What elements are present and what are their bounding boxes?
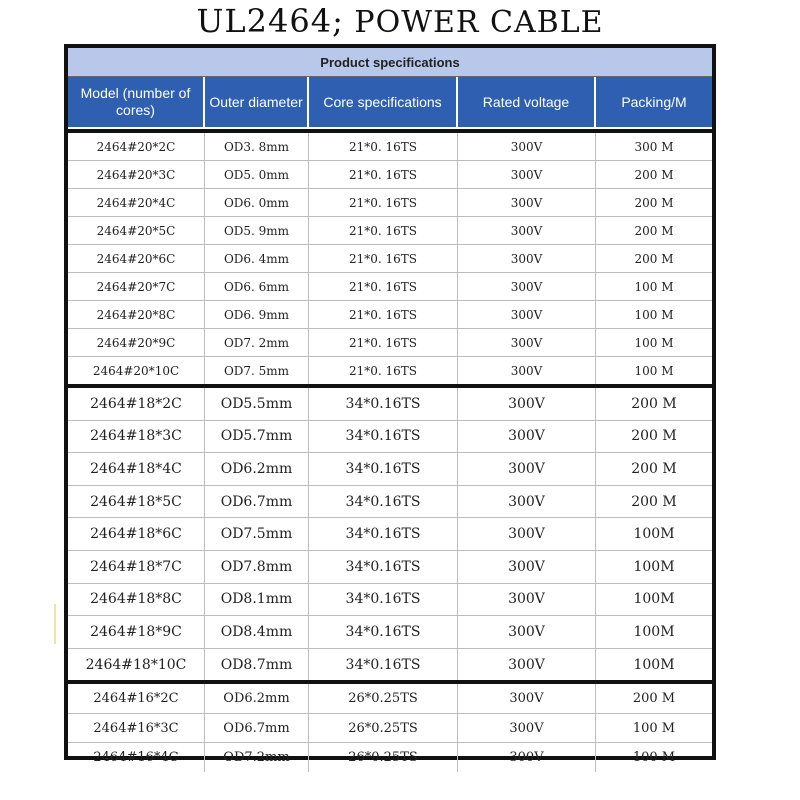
table-row — [68, 551, 712, 584]
cell-model: 2464#20*10C — [68, 357, 205, 384]
cell-packing: 100 M — [632, 720, 676, 736]
cell-core-spec: 34*0.16TS — [309, 388, 458, 420]
cell-model: 2464#18*9C — [68, 616, 205, 648]
cell-core-spec: 26*0.25TS — [309, 684, 458, 713]
cell-packing: 300 M — [634, 139, 674, 154]
cell-core-spec: 21*0. 16TS — [309, 301, 458, 328]
cell-core-spec: 21*0. 16TS — [309, 273, 458, 300]
cell-model: 2464#20*3C — [68, 161, 205, 188]
table-group — [68, 680, 712, 772]
cell-model: 2464#18*8C — [68, 584, 205, 616]
cell-model: 2464#20*9C — [68, 329, 205, 356]
cell-rated-voltage: 300V — [458, 161, 596, 188]
cell-model: 2464#18*10C — [68, 649, 205, 681]
cell-rated-voltage: 300V — [458, 684, 596, 713]
cell-outer-diameter: OD5.7mm — [205, 421, 309, 453]
cell-core-spec: 21*0. 16TS — [309, 161, 458, 188]
column-header-outer-diameter: Outer diameter — [205, 77, 309, 127]
cell-outer-diameter: OD6. 9mm — [205, 301, 309, 328]
cell-rated-voltage: 300V — [458, 551, 596, 583]
spec-table — [64, 44, 716, 766]
cell-core-spec: 21*0. 16TS — [309, 133, 458, 160]
column-header-packing: Packing/M — [621, 93, 687, 110]
cell-core-spec: 34*0.16TS — [309, 616, 458, 648]
table-row — [68, 584, 712, 617]
page-title — [0, 2, 800, 44]
cell-model: 2464#20*2C — [68, 133, 205, 160]
cell-model: 2464#16*3C — [68, 714, 205, 743]
cell-core-spec: 21*0. 16TS — [309, 329, 458, 356]
cell-outer-diameter: OD8.1mm — [205, 584, 309, 616]
table-row — [68, 649, 712, 681]
cell-model: 2464#20*6C — [68, 245, 205, 272]
cell-model: 2464#18*7C — [68, 551, 205, 583]
cell-rated-voltage: 300V — [458, 649, 596, 681]
cell-packing: 100M — [633, 591, 675, 608]
table-row — [68, 329, 712, 357]
cell-rated-voltage: 300V — [458, 133, 596, 160]
cell-rated-voltage: 300V — [458, 486, 596, 518]
cell-model: 2464#18*3C — [68, 421, 205, 453]
cell-packing: 100M — [633, 656, 675, 673]
cell-core-spec: 34*0.16TS — [309, 453, 458, 485]
cell-outer-diameter: OD6.2mm — [205, 453, 309, 485]
title-main: UL2464; — [196, 2, 344, 40]
title-sub: POWER CABLE — [354, 5, 604, 40]
cell-outer-diameter: OD6.7mm — [205, 486, 309, 518]
table-row — [68, 714, 712, 744]
table-row — [68, 133, 712, 161]
cell-model: 2464#20*7C — [68, 273, 205, 300]
cell-outer-diameter: OD6.7mm — [205, 714, 309, 743]
table-row — [68, 301, 712, 329]
table-row — [68, 273, 712, 301]
cell-rated-voltage: 300V — [458, 714, 596, 743]
table-row — [68, 743, 712, 772]
cell-core-spec: 34*0.16TS — [309, 551, 458, 583]
cell-rated-voltage: 300V — [458, 584, 596, 616]
cell-outer-diameter: OD7. 2mm — [205, 329, 309, 356]
table-group — [68, 384, 712, 680]
cell-core-spec: 34*0.16TS — [309, 486, 458, 518]
cell-packing: 200 M — [631, 395, 677, 412]
cell-packing: 100M — [633, 558, 675, 575]
cell-outer-diameter: OD5. 0mm — [205, 161, 309, 188]
cell-packing: 100 M — [632, 750, 676, 766]
table-row — [68, 453, 712, 486]
cell-packing: 100 M — [634, 335, 674, 350]
cell-core-spec: 34*0.16TS — [309, 518, 458, 550]
cell-model: 2464#16*2C — [68, 684, 205, 713]
cell-rated-voltage: 300V — [458, 743, 596, 772]
table-group — [68, 129, 712, 384]
cell-rated-voltage: 300V — [458, 388, 596, 420]
table-row — [68, 245, 712, 273]
table-header — [68, 77, 712, 129]
cell-outer-diameter: OD6. 4mm — [205, 245, 309, 272]
cell-core-spec: 34*0.16TS — [309, 649, 458, 681]
table-row — [68, 486, 712, 519]
table-row — [68, 421, 712, 454]
cell-packing: 200 M — [631, 460, 677, 477]
cell-outer-diameter: OD6. 6mm — [205, 273, 309, 300]
table-row — [68, 684, 712, 714]
table-row — [68, 518, 712, 551]
cell-outer-diameter: OD8.7mm — [205, 649, 309, 681]
edge-mark — [54, 604, 56, 644]
cell-packing: 200 M — [634, 167, 674, 182]
cell-model: 2464#18*6C — [68, 518, 205, 550]
cell-packing: 200 M — [634, 195, 674, 210]
cell-model: 2464#20*8C — [68, 301, 205, 328]
cell-core-spec: 34*0.16TS — [309, 421, 458, 453]
cell-outer-diameter: OD8.4mm — [205, 616, 309, 648]
cell-model: 2464#18*4C — [68, 453, 205, 485]
cell-outer-diameter: OD5. 9mm — [205, 217, 309, 244]
cell-rated-voltage: 300V — [458, 301, 596, 328]
cell-core-spec: 21*0. 16TS — [309, 245, 458, 272]
table-banner: Product specifications — [68, 48, 712, 77]
cell-core-spec: 26*0.25TS — [309, 743, 458, 772]
cell-core-spec: 34*0.16TS — [309, 584, 458, 616]
cell-rated-voltage: 300V — [458, 245, 596, 272]
table-row — [68, 357, 712, 384]
cell-rated-voltage: 300V — [458, 616, 596, 648]
table-row — [68, 217, 712, 245]
cell-core-spec: 21*0. 16TS — [309, 217, 458, 244]
cell-rated-voltage: 300V — [458, 217, 596, 244]
cell-rated-voltage: 300V — [458, 273, 596, 300]
cell-outer-diameter: OD5.5mm — [205, 388, 309, 420]
cell-outer-diameter: OD7.5mm — [205, 518, 309, 550]
cell-rated-voltage: 300V — [458, 421, 596, 453]
cell-core-spec: 26*0.25TS — [309, 714, 458, 743]
cell-rated-voltage: 300V — [458, 453, 596, 485]
cell-outer-diameter: OD7.2mm — [205, 743, 309, 772]
cell-packing: 200 M — [631, 428, 677, 445]
cell-packing: 100M — [633, 526, 675, 543]
cell-rated-voltage: 300V — [458, 357, 596, 384]
cell-packing: 200 M — [631, 493, 677, 510]
cell-model: 2464#18*2C — [68, 388, 205, 420]
cell-packing: 200 M — [634, 251, 674, 266]
column-header-rated-voltage: Rated voltage — [458, 77, 596, 127]
cell-packing: 100 M — [634, 279, 674, 294]
cell-model: 2464#20*5C — [68, 217, 205, 244]
cell-packing: 200 M — [632, 691, 676, 707]
column-header-core-spec: Core specifications — [309, 77, 458, 127]
table-row — [68, 388, 712, 421]
cell-outer-diameter: OD6.2mm — [205, 684, 309, 713]
cell-rated-voltage: 300V — [458, 189, 596, 216]
cell-core-spec: 21*0. 16TS — [309, 357, 458, 384]
cell-outer-diameter: OD3. 8mm — [205, 133, 309, 160]
cell-outer-diameter: OD6. 0mm — [205, 189, 309, 216]
cell-model: 2464#16*4C — [68, 743, 205, 772]
table-row — [68, 616, 712, 649]
cell-packing: 200 M — [634, 223, 674, 238]
column-header-model: Model (number of cores) — [68, 77, 205, 127]
cell-outer-diameter: OD7.8mm — [205, 551, 309, 583]
cell-rated-voltage: 300V — [458, 518, 596, 550]
cell-model: 2464#20*4C — [68, 189, 205, 216]
cell-packing: 100 M — [634, 307, 674, 322]
cell-packing: 100 M — [634, 363, 674, 378]
table-row — [68, 189, 712, 217]
cell-model: 2464#18*5C — [68, 486, 205, 518]
cell-rated-voltage: 300V — [458, 329, 596, 356]
table-row — [68, 161, 712, 189]
table-body — [68, 129, 712, 772]
cell-outer-diameter: OD7. 5mm — [205, 357, 309, 384]
cell-packing: 100M — [633, 623, 675, 640]
cell-core-spec: 21*0. 16TS — [309, 189, 458, 216]
